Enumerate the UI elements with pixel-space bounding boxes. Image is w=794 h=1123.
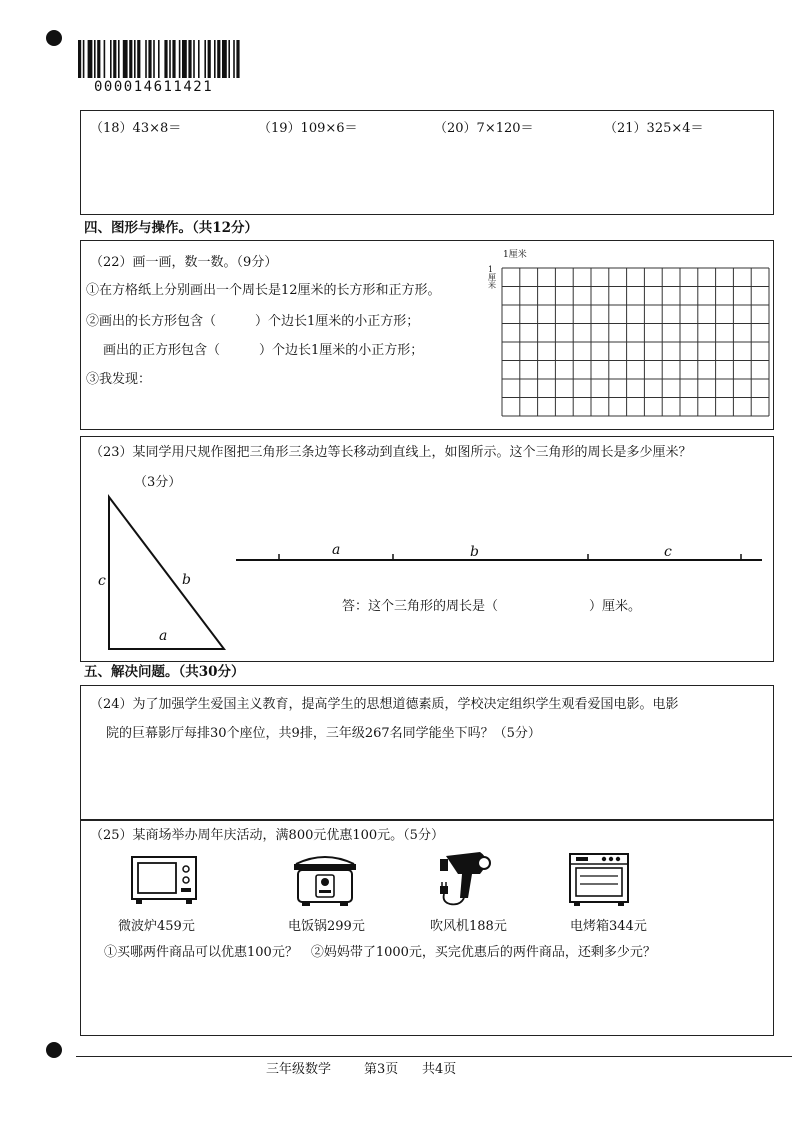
barcode-bar bbox=[104, 40, 106, 78]
barcode-number: 000014611421 bbox=[94, 79, 214, 95]
barcode-bar bbox=[204, 40, 206, 78]
segment-a-label: a bbox=[332, 542, 341, 558]
barcode-bar bbox=[233, 40, 235, 78]
q20: （20）7×120＝ bbox=[434, 121, 534, 136]
barcode-bar bbox=[198, 40, 200, 78]
q24-line1: （24）为了加强学生爱国主义教育，提高学生的思想道德素质，学校决定组织学生观看爱国电影。电影 bbox=[90, 697, 679, 712]
barcode-bar bbox=[217, 40, 220, 78]
triangle bbox=[109, 497, 224, 649]
segment-c-label: c bbox=[664, 544, 672, 560]
barcode-bar bbox=[118, 40, 120, 78]
section5-title: 五、解决问题。（共30分） bbox=[84, 664, 245, 680]
footer-page: 第3页 bbox=[364, 1062, 399, 1077]
q23-answer: 答：这个三角形的周长是（ ）厘米。 bbox=[342, 599, 642, 614]
q21: （21）325×4＝ bbox=[604, 121, 704, 136]
q22-line3: 画出的正方形包含（ ）个边长1厘米的小正方形； bbox=[103, 343, 424, 358]
punch-hole-bottom bbox=[46, 1042, 62, 1058]
q22-line1: ①在方格纸上分别画出一个周长是12厘米的长方形和正方形。 bbox=[86, 283, 441, 298]
item-hair-dryer-label: 吹风机188元 bbox=[430, 919, 507, 934]
barcode-bar bbox=[134, 40, 136, 78]
q24-line2: 院的巨幕影厅每排30个座位，共9排，三年级267名同学能坐下吗？（5分） bbox=[106, 726, 541, 741]
barcode-bar bbox=[97, 40, 100, 78]
barcode-bar bbox=[222, 40, 227, 78]
triangle-side-c: c bbox=[98, 573, 106, 589]
barcode-bar bbox=[129, 40, 132, 78]
q25-title: （25）某商场举办周年庆活动，满800元优惠100元。（5分） bbox=[90, 828, 444, 843]
grid-label-side: 1厘米 bbox=[488, 265, 496, 290]
item-rice-cooker-label: 电饭锅299元 bbox=[288, 919, 365, 934]
barcode-bar bbox=[113, 40, 116, 78]
microwave-icon bbox=[130, 854, 198, 906]
barcode-bar bbox=[123, 40, 128, 78]
q19: （19）109×6＝ bbox=[258, 121, 358, 136]
triangle-side-a: a bbox=[159, 628, 168, 644]
barcode-bar bbox=[169, 40, 171, 78]
barcode bbox=[78, 40, 288, 80]
barcode-bar bbox=[88, 40, 93, 78]
barcode-bar bbox=[164, 40, 167, 78]
barcode-bar bbox=[228, 40, 230, 78]
q22-title: （22）画一画，数一数。（9分） bbox=[90, 255, 278, 270]
barcode-bar bbox=[214, 40, 216, 78]
q25-questions: ①买哪两件商品可以优惠100元？ ②妈妈带了1000元，买完优惠后的两件商品，还剩多少元？ bbox=[104, 945, 656, 960]
barcode-bar bbox=[208, 40, 211, 78]
item-oven-label: 电烤箱344元 bbox=[570, 919, 647, 934]
footer-line bbox=[76, 1056, 792, 1057]
q22-line4: ③我发现： bbox=[86, 372, 152, 387]
barcode-bar bbox=[137, 40, 140, 78]
barcode-bar bbox=[145, 40, 147, 78]
barcode-bar bbox=[158, 40, 160, 78]
rice-cooker-icon bbox=[290, 850, 360, 908]
q23-title: （23）某同学用尺规作图把三角形三条边等长移动到直线上，如图所示。这个三角形的周长是多少厘米？ bbox=[90, 445, 692, 460]
barcode-bar bbox=[193, 40, 195, 78]
q18: （18）43×8＝ bbox=[90, 121, 182, 136]
grid-label-top: 1厘米 bbox=[503, 250, 527, 260]
barcode-bar bbox=[148, 40, 151, 78]
barcode-bar bbox=[110, 40, 112, 78]
grid-paper bbox=[500, 264, 772, 420]
barcode-bar bbox=[188, 40, 191, 78]
q22-line2: ②画出的长方形包含（ ）个边长1厘米的小正方形； bbox=[86, 314, 420, 329]
barcode-bar bbox=[94, 40, 96, 78]
q23-score: （3分） bbox=[134, 475, 182, 490]
hair-dryer-icon bbox=[432, 850, 496, 908]
barcode-bar bbox=[78, 40, 81, 78]
triangle-side-b: b bbox=[182, 572, 191, 588]
item-microwave-label: 微波炉459元 bbox=[118, 919, 195, 934]
oven-icon bbox=[568, 852, 630, 908]
barcode-bar bbox=[83, 40, 85, 78]
number-line bbox=[236, 548, 764, 568]
barcode-bar bbox=[153, 40, 155, 78]
barcode-bar bbox=[172, 40, 175, 78]
footer-subject: 三年级数学 bbox=[266, 1062, 332, 1077]
segment-b-label: b bbox=[470, 544, 479, 560]
barcode-bar bbox=[179, 40, 181, 78]
barcode-bar bbox=[236, 40, 239, 78]
footer-total: 共4页 bbox=[422, 1062, 457, 1077]
barcode-bar bbox=[182, 40, 187, 78]
section4-title: 四、图形与操作。（共12分） bbox=[84, 220, 259, 236]
punch-hole-top bbox=[46, 30, 62, 46]
